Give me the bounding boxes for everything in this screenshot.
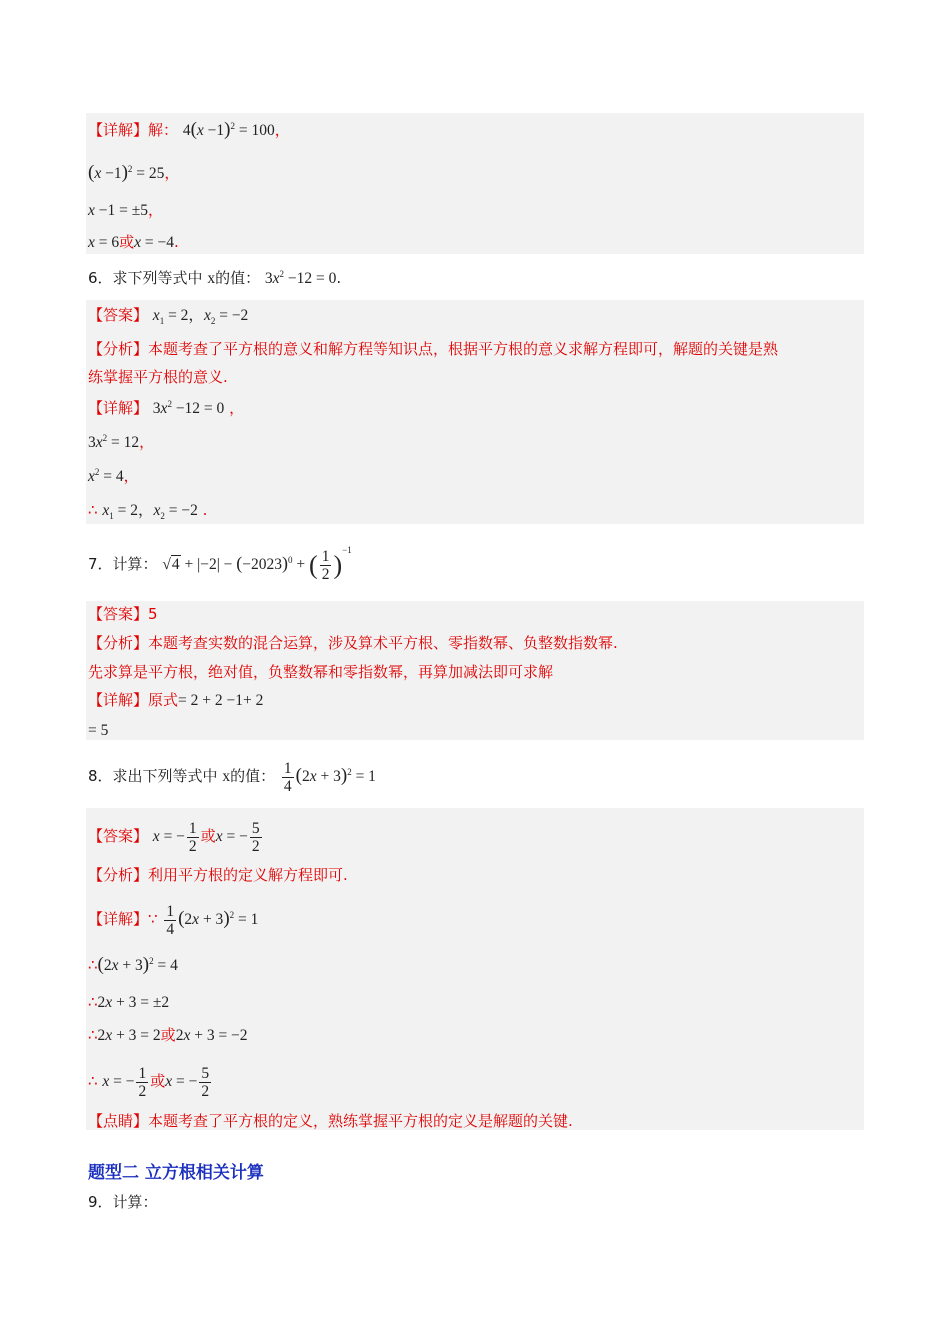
q6-answer	[88, 305, 248, 326]
question-number: 9．	[88, 1193, 113, 1211]
q5-detail-line-1: 【详解】解： $4(x -1)^2 = 100$，	[88, 119, 290, 140]
therefore-symbol: ∴	[88, 1072, 98, 1091]
math-expression: 2x + 3 = ±2	[97, 994, 170, 1011]
q8-answer: 【答案】 x = − $\frac{1}{2}$ 或x = − $\frac{5}{2}$	[88, 820, 260, 856]
question-number: 6．	[88, 269, 113, 287]
because-symbol: ∵	[148, 910, 158, 929]
analysis-tag: 【分析】	[88, 634, 149, 652]
q7-detail-line-2	[88, 720, 108, 741]
math-expression: $3x^2 -12 = 0$	[152, 398, 225, 417]
q7-answer	[88, 604, 158, 624]
question-7: 7．计算： $√4 + |-2| - (-2023)^0$ + ( $\frac{1}{2}$ )$^{-1}$	[88, 544, 352, 584]
math-expression: = 5	[88, 722, 109, 739]
therefore-symbol: ∴	[88, 1026, 98, 1044]
q7-analysis-line-2: 先求算是平方根，绝对值，负整数幂和零指数幂，再算加减法即可求解	[88, 663, 554, 681]
question-number: 8．	[88, 767, 113, 786]
q5-detail-line-2: $(x -1)^2 = 25$，	[88, 162, 180, 183]
math-expression: $x_1 = 2$，$x_2 = -2$	[152, 307, 249, 327]
question-9: 9．计算：	[88, 1193, 158, 1211]
answer-tag: 【答案】	[88, 827, 149, 846]
q6-analysis-line-2: 练掌握平方根的意义.	[88, 368, 228, 386]
section-title: 题型二 立方根相关计算	[88, 1163, 264, 1183]
analysis-tag: 【分析】	[88, 866, 149, 884]
math-expression: $(2x + 3)^2 = 4$	[97, 954, 178, 975]
answer-tag: 【答案】	[88, 306, 149, 324]
point-tag: 【点睛】	[88, 1112, 149, 1130]
q6-detail-line-1: 【详解】 $3x^2 -12 = 0$ ，	[88, 398, 245, 417]
therefore-symbol: ∴	[88, 993, 98, 1011]
q6-detail-line-4: ∴ $x_1 = 2$，$x_2 = -2$ .	[88, 501, 208, 522]
math-expression: x = − $\frac{1}{2}$	[152, 820, 197, 856]
math-expression: $\frac{1}{4}$ $(2x + 3)^2 = 1$	[283, 760, 376, 796]
q5-detail-line-4: x = 6或x = −4.	[88, 233, 179, 251]
detail-tag: 【详解】	[88, 691, 149, 709]
q7-detail-line-1: 【详解】原式= 2 + 2 −1+ 2	[88, 691, 264, 709]
q8-detail-line-5: ∴ x = − $\frac{1}{2}$ 或x = − $\frac{5}{2}$	[88, 1065, 210, 1101]
answer-value: 5	[148, 605, 158, 623]
q8-detail-line-3	[88, 992, 169, 1013]
therefore-symbol: ∴	[88, 501, 98, 519]
math-expression: x = 6	[88, 234, 120, 251]
detail-tag: 【详解】	[88, 399, 149, 417]
math-expression: $4(x -1)^2 = 100$	[182, 119, 275, 140]
math-expression: $√4 + |-2| - (-2023)^0$ + ( $\frac{1}{2}$ )$^{-1}$	[162, 544, 352, 584]
therefore-symbol: ∴	[88, 956, 98, 974]
math-expression: $x^2 = 4$	[88, 466, 124, 485]
question-number: 7．	[88, 555, 113, 574]
q8-point: 【点睛】本题考查了平方根的定义，熟练掌握平方根的定义是解题的关键.	[88, 1112, 573, 1130]
q8-detail-line-4: ∴2x + 3 = 2或2x + 3 = −2	[88, 1026, 248, 1044]
math-expression: $x_1 = 2$，$x_2 = -2$	[102, 502, 198, 522]
answer-tag: 【答案】	[88, 605, 149, 623]
math-expression: $(x -1)^2 = 25$	[88, 162, 165, 183]
math-expression: $3x^2 -12 = 0$	[264, 268, 337, 287]
q8-detail-line-1	[88, 903, 258, 938]
q6-detail-line-2: $3x^2 = 12$，	[88, 432, 155, 451]
math-expression: 2x + 3 = 2	[97, 1027, 161, 1044]
analysis-tag: 【分析】	[88, 340, 149, 358]
math-expression: x −1 = ±5	[88, 202, 149, 219]
q6-detail-line-3: $x^2 = 4$，	[88, 466, 139, 485]
q8-analysis: 【分析】利用平方根的定义解方程即可.	[88, 866, 348, 884]
q6-analysis-line-1: 【分析】本题考查了平方根的意义和解方程等知识点，根据平方根的意义求解方程即可，解题的关键是熟	[88, 340, 779, 358]
detail-tag: 【详解】	[88, 121, 149, 139]
math-expression: $\frac{1}{4}$ $(2x + 3)^2 = 1$	[166, 903, 259, 939]
q5-detail-line-3: x −1 = ±5，	[88, 201, 164, 219]
question-8: 8．求出下列等式中 x的值： $\frac{1}{4}$ $(2x + 3)^2 = 1$	[88, 760, 376, 796]
question-6: 6．求下列等式中 x的值： $3x^2 -12 = 0$.	[88, 268, 342, 287]
math-expression: $3x^2 = 12$	[88, 432, 140, 451]
math-expression: x = − $\frac{1}{2}$	[102, 1065, 147, 1101]
detail-tag: 【详解】	[88, 910, 149, 929]
math-expression: = 2 + 2 −1+ 2	[178, 692, 264, 709]
q8-detail-line-2	[88, 955, 178, 976]
q7-analysis-line-1: 【分析】本题考查实数的混合运算，涉及算术平方根、零指数幂、负整数指数幂.	[88, 634, 618, 652]
